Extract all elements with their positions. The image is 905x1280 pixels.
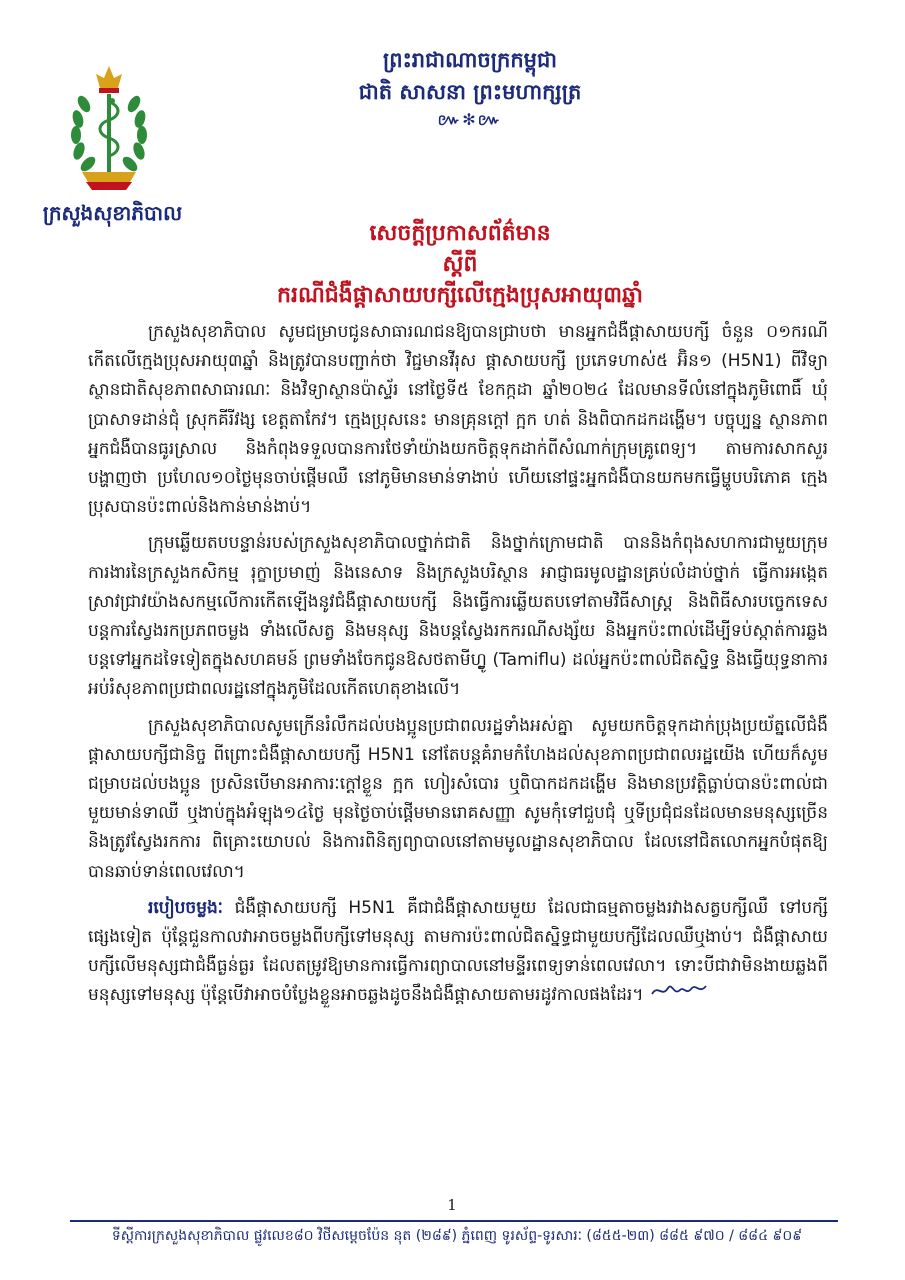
footer-divider <box>70 1220 838 1222</box>
transmission-label: របៀបចម្លងៈ <box>148 897 223 918</box>
title-line-1: សេចក្តីប្រកាសព័ត៌មាន <box>369 221 551 246</box>
initials-signature <box>650 982 708 1000</box>
ministry-name: ក្រសួងសុខាភិបាល <box>42 201 183 225</box>
transmission-text: ជំងឺផ្តាសាយបក្សី H5N1 គឺជាជំងឺផ្តាសាយមួយ ដែលជាធម្មតាចម្លងរវាងសត្វបក្សីឈឺ ទៅបក្សីផ្សេងទៀត ប៉ុន្តែជួនកាលវាអាចចម្លងពីបក្សីទៅមនុស្ស តាមការប៉ះពាល់ជិតស្និទ្ធជាមួយបក្សីដែលឈឺឬងាប់។ ជំងឺផ្តាសាយបក្សីលើមនុស្សជាជំងឺធ្ងន់ធ្ងរ ដែលតម្រូវឱ្យមានការធ្វើការព្យាបាលនៅមន្ទីរពេទ្យទាន់ពេលវេលា។ ទោះបីជាវាមិនងាយឆ្លងពីមនុស្សទៅមនុស្ស ប៉ុន្តែបើវាអាចបំប្លែងខ្លួនអាចឆ្លងដូចនឹងជំងឺផ្តាសាយតាមរដូវកាលផងដែរ។ <box>88 897 829 1006</box>
kingdom-motto <box>320 44 620 132</box>
kingdom-title: ព្រះរាជាណាចក្រកម្ពុជា <box>382 48 557 72</box>
ministry-logo <box>66 64 152 194</box>
paragraph-1: ក្រសួងសុខាភិបាល សូមជម្រាបជូនសាធារណជនឱ្យបានជ្រាបថា មានអ្នកជំងឺផ្តាសាយបក្សី ចំនួន ០១ករណី កើតលើក្មេងប្រុសអាយុ៣ឆ្នាំ និងត្រូវបានបញ្ជាក់ថា វិជ្ជមានវីរុស ផ្តាសាយបក្សី ប្រភេទហាស់៥ អ៊ិន១ (H5N1) ពីវិទ្យាស្ថានជាតិសុខភាពសាធារណៈ និងវិទ្យាស្ថានប៉ាស្ទ័រ នៅថ្ងៃទី៥ ខែកក្កដា ឆ្នាំ២០២៤ ដែលមានទីលំនៅក្នុងភូមិពោធិ៍ ឃុំប្រាសាទដាន់ជុំ ស្រុកគីរីវង្ស ខេត្តតាកែវ។ ក្មេងប្រុសនេះ មានគ្រុនក្តៅ ក្អក ហត់ និងពិបាកដកដង្ហើម។ បច្ចុប្បន្ន ស្ថានភាពអ្នកជំងឺបានធូរស្រាល និងកំពុងទទួលបានការថែទាំយ៉ាងយកចិត្តទុកដាក់ពីសំណាក់ក្រុមគ្រូពេទ្យ។ តាមការសាកសួរបង្ហាញថា ប្រហែល១០ថ្ងៃមុនចាប់ផ្តើមឈឺ នៅភូមិមានមាន់ទាងាប់ ហើយនៅផ្ទះអ្នកជំងឺបានយកមកធ្វើម្ហូបបរិភោគ ក្មេងប្រុសបានប៉ះពាល់និងកាន់មាន់ងាប់។ <box>88 322 828 518</box>
paragraph-4 <box>88 894 828 1011</box>
footer-address: ទីស្តីការក្រសួងសុខាភិបាល ផ្លូវលេខ៨០ វិថីសម្តេចប៉ែន នុត (២៨៩) ភ្នំពេញ ទូរស័ព្ទ-ទូរសារៈ (៨៥៥-២៣) ៨៨៥ ៩៧០ / ៨៨៤ ៩០៩ <box>111 1228 803 1244</box>
document-body <box>88 318 828 1011</box>
paragraph-3: ក្រសួងសុខាភិបាលសូមក្រើនរំលឹកដល់បងប្អូនប្រជាពលរដ្ឋទាំងអស់គ្នា សូមយកចិត្តទុកដាក់ប្រុងប្រយ័ត្នលើជំងឺផ្តាសាយបក្សីជានិច្ច ពីព្រោះជំងឺផ្តាសាយបក្សី H5N1 នៅតែបន្តគំរាមកំហែងដល់សុខភាពប្រជាពលរដ្ឋយើង ហើយក៏សូមជម្រាបដល់បងប្អូន ប្រសិនបើមានអាការៈក្តៅខ្លួន ក្អក ហៀរសំបោរ ឬពិបាកដកដង្ហើម និងមានប្រវត្តិធ្លាប់បានប៉ះពាល់ជាមួយមាន់ទាឈឺ ឬងាប់ក្នុងអំឡុង១៤ថ្ងៃ មុនថ្ងៃចាប់ផ្តើមមានរោគសញ្ញា សូមកុំទៅជួបជុំ ឬទីប្រជុំជនដែលមានមនុស្សច្រើន និងត្រូវស្វែងរកការ ពិគ្រោះយោបល់ និងការពិនិត្យព្យាបាលនៅតាមមូលដ្ឋានសុខាភិបាល ដែលនៅជិតលោកអ្នកបំផុតឱ្យបានឆាប់ទាន់ពេលវេលា។ <box>88 715 828 882</box>
document-title <box>240 218 680 311</box>
header-ornament: ៚✻៚ <box>437 110 503 129</box>
title-line-3: ករណីជំងឺផ្តាសាយបក្សីលើក្មេងប្រុសអាយុ៣ឆ្នាំ <box>277 283 643 308</box>
national-motto: ជាតិ សាសនា ព្រះមហាក្សត្រ <box>358 80 582 104</box>
page-number: 1 <box>447 1196 457 1214</box>
paragraph-2: ក្រុមឆ្លើយតបបន្ទាន់របស់ក្រសួងសុខាភិបាលថ្នាក់ជាតិ និងថ្នាក់ក្រោមជាតិ បាននិងកំពុងសហការជាមួយក្រុមការងារនៃក្រសួងកសិកម្ម រុក្ខាប្រមាញ់ និងនេសាទ និងក្រសួងបរិស្ថាន អាជ្ញាធរមូលដ្ឋានគ្រប់លំដាប់ថ្នាក់ ធ្វើការអង្កេតស្រាវជ្រាវយ៉ាងសកម្មលើការកើតឡើងនូវជំងឺផ្តាសាយបក្សី និងធ្វើការឆ្លើយតបទៅតាមវិធីសាស្ត្រ និងពិធីសារបច្ចេកទេស បន្តការស្វែងរកប្រភពចម្លង ទាំងលើសត្វ និងមនុស្ស និងបន្តស្វែងរកករណីសង្ស័យ និងអ្នកប៉ះពាល់ដើម្បីទប់ស្កាត់ការឆ្លងបន្តទៅអ្នកដទៃទៀតក្នុងសហគមន៍ ព្រមទាំងចែកជូនឱសថតាមីហ្វ្លូ (Tamiflu) ដល់អ្នកប៉ះពាល់ជិតស្និទ្ធ និងធ្វើយុទ្ធនាការអប់រំសុខភាពប្រជាពលរដ្ឋនៅក្នុងភូមិដែលកើតហេតុខាងលើ។ <box>88 533 828 700</box>
title-line-2: ស្តីពី <box>442 252 478 277</box>
